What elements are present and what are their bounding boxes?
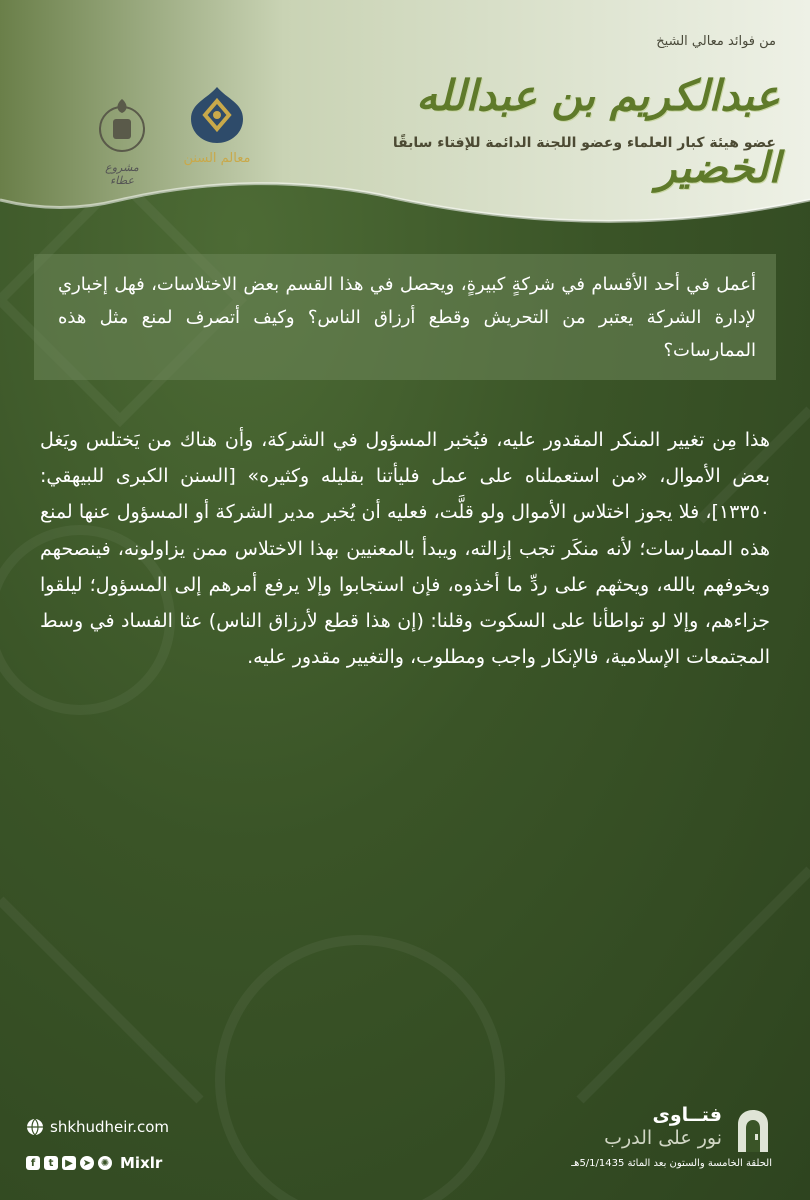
question-text: أعمل في أحد الأقسام في شركةٍ كبيرةٍ، ويحصل في هذا القسم بعض الاختلاسات، فهل إخباري لإدارة الشركة يعتبر من التحريش وقطع أرزاق الناس؟ وكيف أتصرف لمنع مثل هذه الممارسات؟ bbox=[58, 274, 756, 361]
youtube-icon[interactable]: ▶ bbox=[62, 1156, 76, 1170]
website-link[interactable] bbox=[26, 1118, 169, 1136]
logo-atta-label: مشروع عطاء bbox=[105, 161, 139, 187]
emblem-icon bbox=[95, 95, 149, 155]
program-subtitle: نور على الدرب bbox=[604, 1127, 722, 1149]
telegram-icon[interactable]: ➤ bbox=[80, 1156, 94, 1170]
answer-text: هذا مِن تغيير المنكر المقدور عليه، فيُخبر المسؤول في الشركة، وأن هناك من يَختلس ويَغل بعض الأموال، «من استعملناه على عمل فليأتنا بقليله وكثيره» [السنن الكبرى للبيهقي: ١٣٣٥٠]، فلا يجوز اختلاس الأموال ولو قلَّت، فعليه أن يُخبر مدير الشركة أو المسؤول عنها لمنع هذه الممارسات؛ لأنه منكَر تجب إزالته، ويبدأ بالمعنيين بهذا الاختلاس ممن يزاولونه، فينصحهم ويخوفهم بالله، ويحثهم على ردِّ ما أخذوه، فإن استجابوا وإلا يرفع أمرهم إلى المسؤول؛ ليلقوا جزاءهم، وإلا لو تواطأنا على السكوت وقلنا: (إن هذا قطع لأرزاق الناس) عثا الفساد في وسط المجتمعات الإسلامية، فالإنكار واجب ومطلوب، والتغيير مقدور عليه. bbox=[40, 429, 770, 669]
dome-logo-icon bbox=[187, 85, 247, 145]
social-icons bbox=[26, 1154, 169, 1172]
header-banner bbox=[0, 0, 810, 240]
door-icon bbox=[734, 1108, 772, 1152]
sheikh-name-calligraphy: عبدالكريم بن عبدالله الخضير bbox=[416, 71, 780, 192]
sheikh-title: عضو هيئة كبار العلماء وعضو اللجنة الدائمة للإفتاء سابقًا bbox=[392, 135, 776, 151]
footer-contacts bbox=[26, 1118, 169, 1172]
episode-info: الحلقة الخامسة والستون بعد المائة 5/1/1435هـ bbox=[571, 1158, 772, 1169]
facebook-icon[interactable]: f bbox=[26, 1156, 40, 1170]
mixlr-icon[interactable]: ✺ bbox=[98, 1156, 112, 1170]
program-title: فتــاوى bbox=[652, 1104, 722, 1126]
question-box bbox=[34, 254, 776, 380]
logo-sunan-label: معالم السنن bbox=[183, 151, 251, 166]
website-text: shkhudheir.com bbox=[50, 1118, 170, 1136]
intro-text: من فوائد معالي الشيخ bbox=[656, 34, 776, 49]
mixlr-label[interactable]: Mixlr bbox=[120, 1154, 163, 1172]
atta-project-logo bbox=[92, 95, 152, 187]
program-branding bbox=[542, 1104, 772, 1184]
twitter-icon[interactable]: t bbox=[44, 1156, 58, 1170]
maalim-sunan-logo bbox=[182, 85, 252, 175]
globe-icon bbox=[26, 1118, 44, 1136]
